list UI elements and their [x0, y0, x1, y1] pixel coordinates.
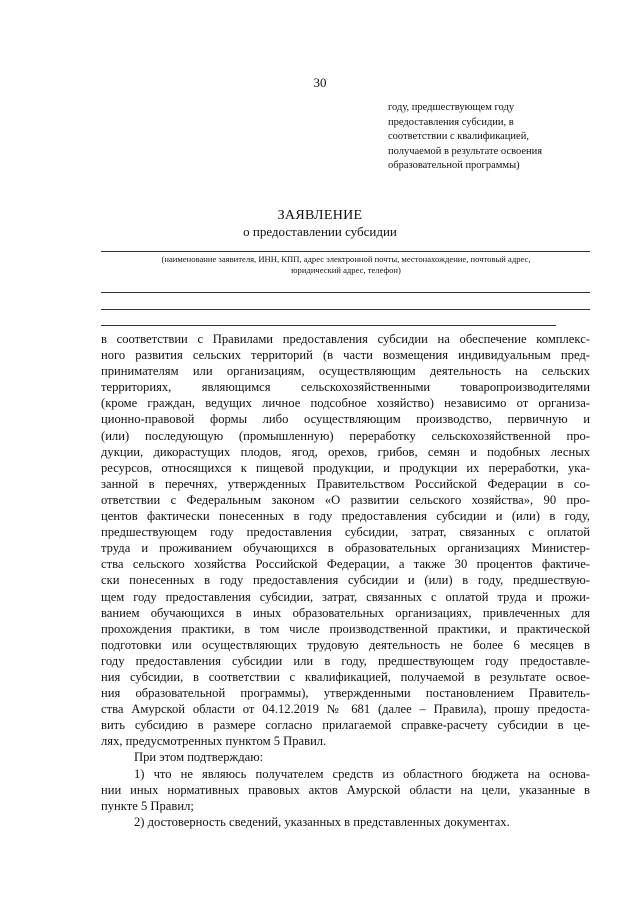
confirm-intro: При этом подтверждаю: — [134, 750, 264, 765]
body-line: ния субсидии, в соответствии с квалификацией, получаемой в результате освое- — [101, 669, 590, 684]
applicant-line — [101, 309, 590, 310]
applicant-caption — [101, 254, 591, 276]
body-line: ски понесенных в году предоставления субсидии и (или) в году, предшествую- — [101, 573, 590, 588]
body-line: году предоставления субсидии или в году, предшествующем году предоставле- — [101, 653, 590, 668]
body-line: ционно-правовой формы либо осуществляющим производство, первичную и — [101, 412, 590, 427]
applicant-caption-line: (наименование заявителя, ИНН, КПП, адрес электронной почты, местонахождение, почтовый адрес, — [161, 254, 531, 264]
confirm-item-1-line: 1) что не являюсь получателем средств из областного бюджета на основа- — [134, 766, 590, 781]
body-line: труда и проживанием обучающихся в образовательных организациях Министер- — [101, 541, 590, 556]
header-note-line: получаемой в результате освоения — [388, 145, 543, 157]
header-note-line: образовательной программы) — [388, 160, 520, 171]
body-line: (или) последующую (промышленную) переработку сельскохозяйственной про- — [101, 428, 590, 443]
header-note-line: году, предшествующем году — [388, 102, 515, 113]
confirm-item-2: 2) достоверность сведений, указанных в представленных документах. — [134, 814, 510, 829]
body-line: центов фактически понесенных в году предоставления субсидии и (или) в году, — [101, 509, 590, 524]
body-line: в соответствии с Правилами предоставления субсидии на обеспечение комплекс- — [101, 332, 590, 346]
document-subtitle: о предоставлении субсидии — [243, 224, 397, 239]
body-line: территориях, являющимся сельскохозяйственными товаропроизводителями — [101, 380, 590, 395]
body-line: прохождения практики, в том числе производственной практики, и практической — [101, 621, 590, 636]
applicant-line — [101, 325, 556, 326]
body-line: дукции, дикорастущих плодов, ягод, орехов, грибов, семян и подобных лесных — [101, 444, 590, 459]
confirm-item-1-line: нии иных нормативных правовых актов Амурской области на цели, указанные в — [101, 782, 590, 797]
body-line: подготовки или осуществляющих трудовую деятельность не более 6 месяцев в — [101, 637, 590, 652]
body-line: ванием обучающихся в иных образовательных организациях, привлеченных для — [101, 605, 590, 620]
body-line: (кроме граждан, ведущих личное подсобное хозяйство) независимо от организа- — [101, 396, 590, 411]
body-line: занной в перечнях, утвержденных Правительством Российской Федерации в со- — [101, 476, 590, 491]
header-note — [388, 101, 608, 174]
body-line: предшествующем году предоставления субсидии, затрат, связанных с оплатой — [101, 525, 590, 540]
body-line: ного развития сельских территорий (в части возмещения индивидуальным пред- — [101, 348, 590, 363]
body-line: ответствии с Федеральным законом «О развитии сельского хозяйства», 90 про- — [101, 492, 590, 507]
page-number: 30 — [313, 75, 327, 90]
body-line: вить субсидию в размере согласно прилагаемой справке-расчету субсидии в це- — [101, 718, 590, 733]
body-line: ния образовательной программы), утвержденными постановлением Правитель- — [101, 686, 590, 701]
body-line: ства сельского хозяйства Российской Федерации, а также 30 процентов фактиче- — [101, 557, 590, 572]
application-body — [101, 331, 590, 830]
confirm-item-1-line: пункте 5 Правил; — [101, 798, 194, 813]
body-line: щем году предоставления субсидии, затрат, связанных с оплатой труда и прожи- — [101, 589, 590, 604]
applicant-caption-line: юридический адрес, телефон) — [291, 265, 401, 275]
document-title: ЗАЯВЛЕНИЕ — [277, 208, 363, 223]
header-note-line: соответствии с квалификацией, — [388, 131, 529, 142]
header-note-line: предоставления субсидии, в — [388, 116, 514, 128]
body-line: принимателям или организациям, осуществляющим деятельность на сельских — [101, 364, 590, 379]
body-line: ресурсов, относящихся к пищевой продукции, и продукции их переработки, ука- — [101, 460, 590, 475]
applicant-line — [101, 292, 590, 293]
body-line: ства Амурской области от 04.12.2019 № 681 (далее – Правила), прошу предоста- — [101, 702, 590, 717]
body-line: лях, предусмотренных пунктом 5 Правил. — [101, 734, 327, 749]
applicant-line — [101, 251, 590, 252]
